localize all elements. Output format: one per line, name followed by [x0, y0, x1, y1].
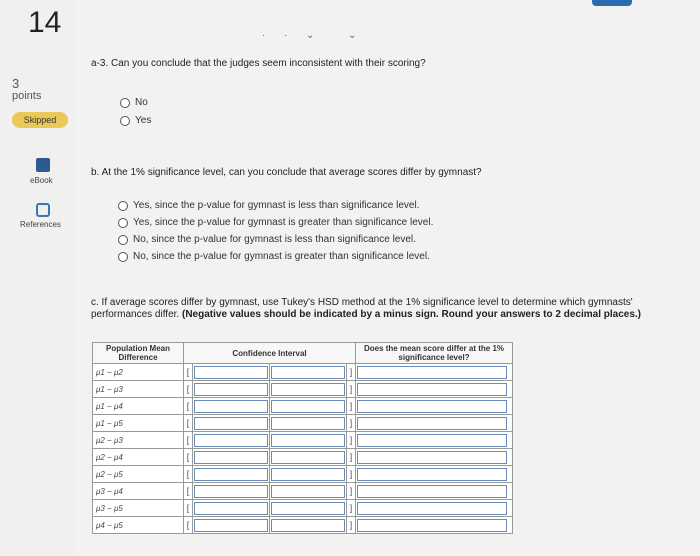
table-row	[93, 398, 513, 415]
row-label: μ2 − μ4	[93, 449, 184, 466]
option-label: Yes, since the p-value for gymnast is less than significance level.	[133, 200, 420, 211]
table-row	[93, 449, 513, 466]
upper-input-box[interactable]	[271, 502, 345, 515]
header-interval: Confidence Interval	[184, 343, 356, 364]
option-b-3[interactable]	[118, 234, 416, 245]
lower-input-box[interactable]	[194, 417, 268, 430]
open-bracket: [	[184, 381, 193, 398]
interval-lower-input[interactable]	[193, 381, 270, 398]
upper-input-box[interactable]	[271, 519, 345, 532]
option-label: No	[135, 97, 148, 108]
table-row	[93, 517, 513, 534]
lower-input-box[interactable]	[194, 485, 268, 498]
answer-select[interactable]	[356, 398, 513, 415]
radio-icon[interactable]	[118, 235, 128, 245]
lower-input-box[interactable]	[194, 519, 268, 532]
table-row	[93, 415, 513, 432]
tukey-table	[92, 342, 513, 534]
interval-lower-input[interactable]	[193, 466, 270, 483]
lower-input-box[interactable]	[194, 451, 268, 464]
answer-select-box[interactable]	[357, 451, 507, 464]
radio-icon[interactable]	[120, 98, 130, 108]
lower-input-box[interactable]	[194, 434, 268, 447]
question-c-text: c. If average scores differ by gymnast, use Tukey's HSD method at the 1% significance level to determine which gymnasts' performances differ.	[91, 297, 633, 320]
question-c-prompt	[91, 297, 691, 321]
row-label: μ2 − μ3	[93, 432, 184, 449]
close-bracket: ]	[347, 432, 356, 449]
interval-lower-input[interactable]	[193, 398, 270, 415]
interval-lower-input[interactable]	[193, 517, 270, 534]
status-badge: Skipped	[12, 112, 68, 128]
option-label: No, since the p-value for gymnast is greater than significance level.	[133, 251, 430, 262]
answer-select-box[interactable]	[357, 434, 507, 447]
close-bracket: ]	[347, 398, 356, 415]
close-bracket: ]	[347, 449, 356, 466]
answer-select[interactable]	[356, 517, 513, 534]
option-label: Yes, since the p-value for gymnast is greater than significance level.	[133, 217, 434, 228]
table-row	[93, 381, 513, 398]
interval-upper-input[interactable]	[270, 517, 347, 534]
option-label: No, since the p-value for gymnast is less than significance level.	[133, 234, 416, 245]
option-a3-yes[interactable]	[120, 115, 151, 126]
interval-upper-input[interactable]	[270, 500, 347, 517]
interval-lower-input[interactable]	[193, 432, 270, 449]
answer-select[interactable]	[356, 415, 513, 432]
interval-upper-input[interactable]	[270, 381, 347, 398]
row-label: μ3 − μ4	[93, 483, 184, 500]
dot-icon: ·	[284, 30, 288, 41]
lower-input-box[interactable]	[194, 502, 268, 515]
open-bracket: [	[184, 449, 193, 466]
references-icon[interactable]	[36, 203, 50, 217]
references-label[interactable]: References	[20, 220, 61, 229]
answer-select-box[interactable]	[357, 417, 507, 430]
saved-tab	[592, 0, 632, 6]
interval-lower-input[interactable]	[193, 483, 270, 500]
dot-icon: ·	[262, 30, 266, 41]
answer-select[interactable]	[356, 466, 513, 483]
interval-upper-input[interactable]	[270, 364, 347, 381]
upper-input-box[interactable]	[271, 468, 345, 481]
upper-input-box[interactable]	[271, 383, 345, 396]
lower-input-box[interactable]	[194, 366, 268, 379]
close-bracket: ]	[347, 517, 356, 534]
answer-select[interactable]	[356, 483, 513, 500]
open-bracket: [	[184, 466, 193, 483]
answer-select[interactable]	[356, 500, 513, 517]
answer-select[interactable]	[356, 381, 513, 398]
question-b-prompt: b. At the 1% significance level, can you conclude that average scores differ by gymnast?	[91, 167, 482, 178]
option-a3-no[interactable]	[120, 97, 148, 108]
table-row	[93, 483, 513, 500]
row-label: μ1 − μ3	[93, 381, 184, 398]
interval-upper-input[interactable]	[270, 398, 347, 415]
lower-input-box[interactable]	[194, 383, 268, 396]
open-bracket: [	[184, 432, 193, 449]
points-info	[12, 77, 41, 103]
interval-upper-input[interactable]	[270, 449, 347, 466]
close-bracket: ]	[347, 381, 356, 398]
question-a3-prompt: a-3. Can you conclude that the judges seem inconsistent with their scoring?	[91, 58, 426, 69]
header-difference: Population Mean Difference	[93, 343, 184, 364]
points-value: 3	[12, 76, 20, 91]
radio-icon[interactable]	[120, 116, 130, 126]
close-bracket: ]	[347, 364, 356, 381]
open-bracket: [	[184, 517, 193, 534]
interval-upper-input[interactable]	[270, 483, 347, 500]
answer-select-box[interactable]	[357, 366, 507, 379]
open-bracket: [	[184, 483, 193, 500]
answer-select-box[interactable]	[357, 383, 507, 396]
table-row	[93, 432, 513, 449]
upper-input-box[interactable]	[271, 434, 345, 447]
row-label: μ1 − μ5	[93, 415, 184, 432]
interval-upper-input[interactable]	[270, 466, 347, 483]
answer-select-box[interactable]	[357, 485, 507, 498]
upper-input-box[interactable]	[271, 485, 345, 498]
interval-lower-input[interactable]	[193, 449, 270, 466]
question-number: 14	[28, 6, 62, 39]
row-label: μ1 − μ2	[93, 364, 184, 381]
chevron-down-icon: ⌄	[348, 30, 357, 41]
open-bracket: [	[184, 398, 193, 415]
answer-select-box[interactable]	[357, 468, 507, 481]
close-bracket: ]	[347, 500, 356, 517]
row-label: μ4 − μ5	[93, 517, 184, 534]
points-label: points	[12, 90, 42, 102]
table-row	[93, 364, 513, 381]
answer-select[interactable]	[356, 364, 513, 381]
interval-upper-input[interactable]	[270, 432, 347, 449]
table-row	[93, 500, 513, 517]
option-label: Yes	[135, 115, 152, 126]
table-row	[93, 466, 513, 483]
question-sidebar	[0, 0, 75, 556]
open-bracket: [	[184, 500, 193, 517]
row-label: μ1 − μ4	[93, 398, 184, 415]
open-bracket: [	[184, 415, 193, 432]
answer-select-box[interactable]	[357, 519, 507, 532]
option-b-2[interactable]	[118, 217, 433, 228]
ebook-icon[interactable]	[36, 158, 50, 172]
upper-input-box[interactable]	[271, 400, 345, 413]
interval-lower-input[interactable]	[193, 500, 270, 517]
lower-input-box[interactable]	[194, 400, 268, 413]
ebook-label[interactable]: eBook	[30, 176, 53, 185]
open-bracket: [	[184, 364, 193, 381]
row-label: μ2 − μ5	[93, 466, 184, 483]
radio-icon[interactable]	[118, 218, 128, 228]
upper-input-box[interactable]	[271, 417, 345, 430]
answer-select[interactable]	[356, 449, 513, 466]
close-bracket: ]	[347, 466, 356, 483]
lower-input-box[interactable]	[194, 468, 268, 481]
option-b-4[interactable]	[118, 251, 430, 262]
answer-select[interactable]	[356, 432, 513, 449]
chevron-down-icon: ⌄	[306, 30, 315, 41]
answer-select-box[interactable]	[357, 502, 507, 515]
upper-input-box[interactable]	[271, 451, 345, 464]
interval-upper-input[interactable]	[270, 415, 347, 432]
interval-lower-input[interactable]	[193, 415, 270, 432]
answer-select-box[interactable]	[357, 400, 507, 413]
row-label: μ3 − μ5	[93, 500, 184, 517]
option-b-1[interactable]	[118, 200, 419, 211]
upper-input-box[interactable]	[271, 366, 345, 379]
interval-lower-input[interactable]	[193, 364, 270, 381]
radio-icon[interactable]	[118, 252, 128, 262]
question-c-instruction: (Negative values should be indicated by a minus sign. Round your answers to 2 decimal places.)	[181, 309, 641, 320]
close-bracket: ]	[347, 483, 356, 500]
radio-icon[interactable]	[118, 201, 128, 211]
header-answer: Does the mean score differ at the 1% significance level?	[356, 343, 513, 364]
close-bracket: ]	[347, 415, 356, 432]
